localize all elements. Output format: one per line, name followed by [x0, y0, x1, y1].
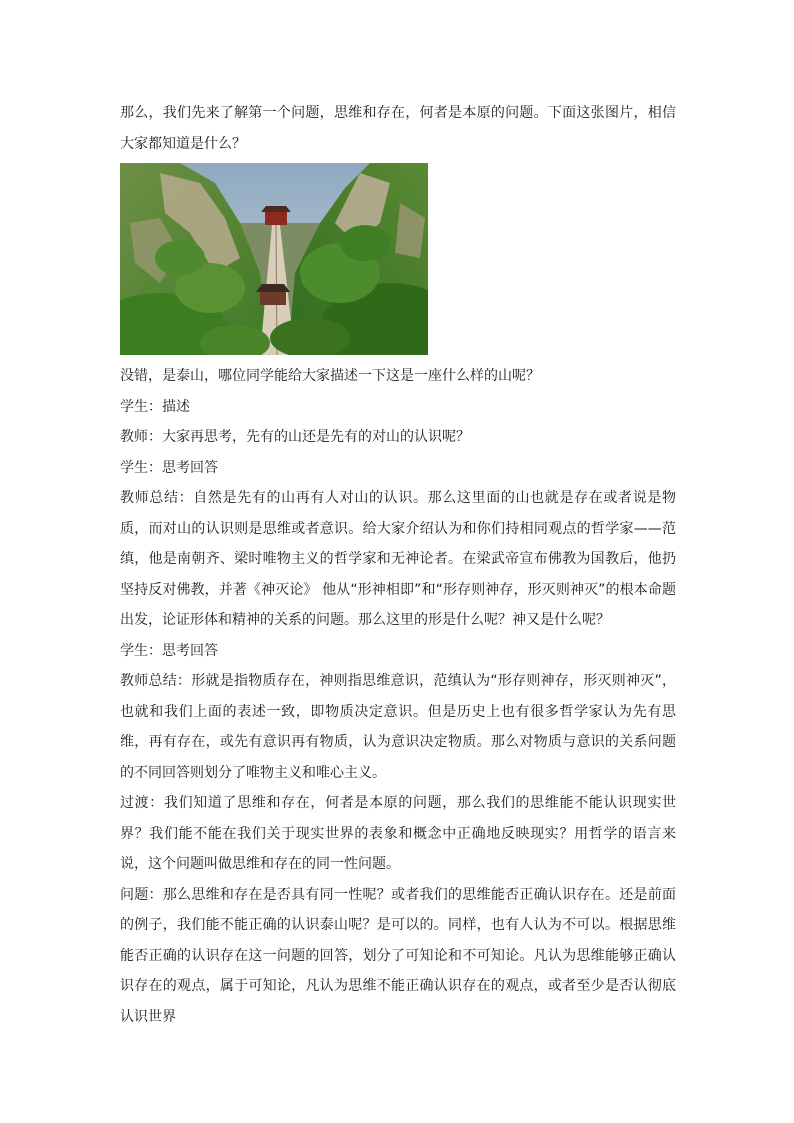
paragraph-1: 没错，是泰山，哪位同学能给大家描述一下这是一座什么样的山呢？ [120, 368, 540, 384]
document-page [120, 98, 676, 1032]
paragraph-2: 学生：描述 [120, 398, 190, 415]
paragraph-7: 教师总结：形就是指物质存在，神则指思维意识，范缜认为“形存则神存，形灭则神灭”，也就和我们上面的表述一致，即物质决定意识。但是历史上也有很多哲学家认为先有思维，再有存在，或先有意识再有物质，认为意识决定物质。那么对物质与意识的关系问题的不同回答则划分了唯物主义和唯心主义。 [120, 673, 676, 781]
mount-tai-photo [120, 163, 428, 355]
paragraph-4: 学生：思考回答 [120, 459, 218, 476]
paragraph-intro: 那么，我们先来了解第一个问题，思维和存在，何者是本原的问题。下面这张图片，相信大家都知道是什么？ [120, 105, 676, 152]
paragraph-8: 过渡：我们知道了思维和存在，何者是本原的问题，那么我们的思维能不能认识现实世界？我们能不能在我们关于现实世界的表象和概念中正确地反映现实？用哲学的语言来说，这个问题叫做思维和存在的同一性问题。 [120, 795, 676, 872]
paragraph-3: 教师：大家再思考，先有的山还是先有的对山的认识呢？ [120, 429, 470, 445]
paragraph-5: 教师总结：自然是先有的山再有人对山的认识。那么这里面的山也就是存在或者说是物质，而对山的认识则是思维或者意识。给大家介绍认为和你们持相同观点的哲学家——范缜，他是南朝齐、梁时唯物主义的哲学家和无神论者。在梁武帝宣布佛教为国教后，他扔坚持反对佛教，并著《神灭论》 他从“形神相即”和“形存则神存，形灭则神灭”的根本命题出发，论证形体和精神的关系的问题。那么这里的形是什么呢？神又是什么呢？ [120, 490, 676, 628]
paragraph-6: 学生：思考回答 [120, 642, 218, 659]
paragraph-9: 问题：那么思维和存在是否具有同一性呢？或者我们的思维能否正确认识存在。还是前面的例子，我们能不能正确的认识泰山呢？是可以的。同样，也有人认为不可以。根据思维能否正确的认识存在这一问题的回答，划分了可知论和不可知论。凡认为思维能够正确认识存在的观点，属于可知论，凡认为思维不能正确认识存在的观点，或者至少是否认彻底认识世界 [120, 886, 676, 1025]
